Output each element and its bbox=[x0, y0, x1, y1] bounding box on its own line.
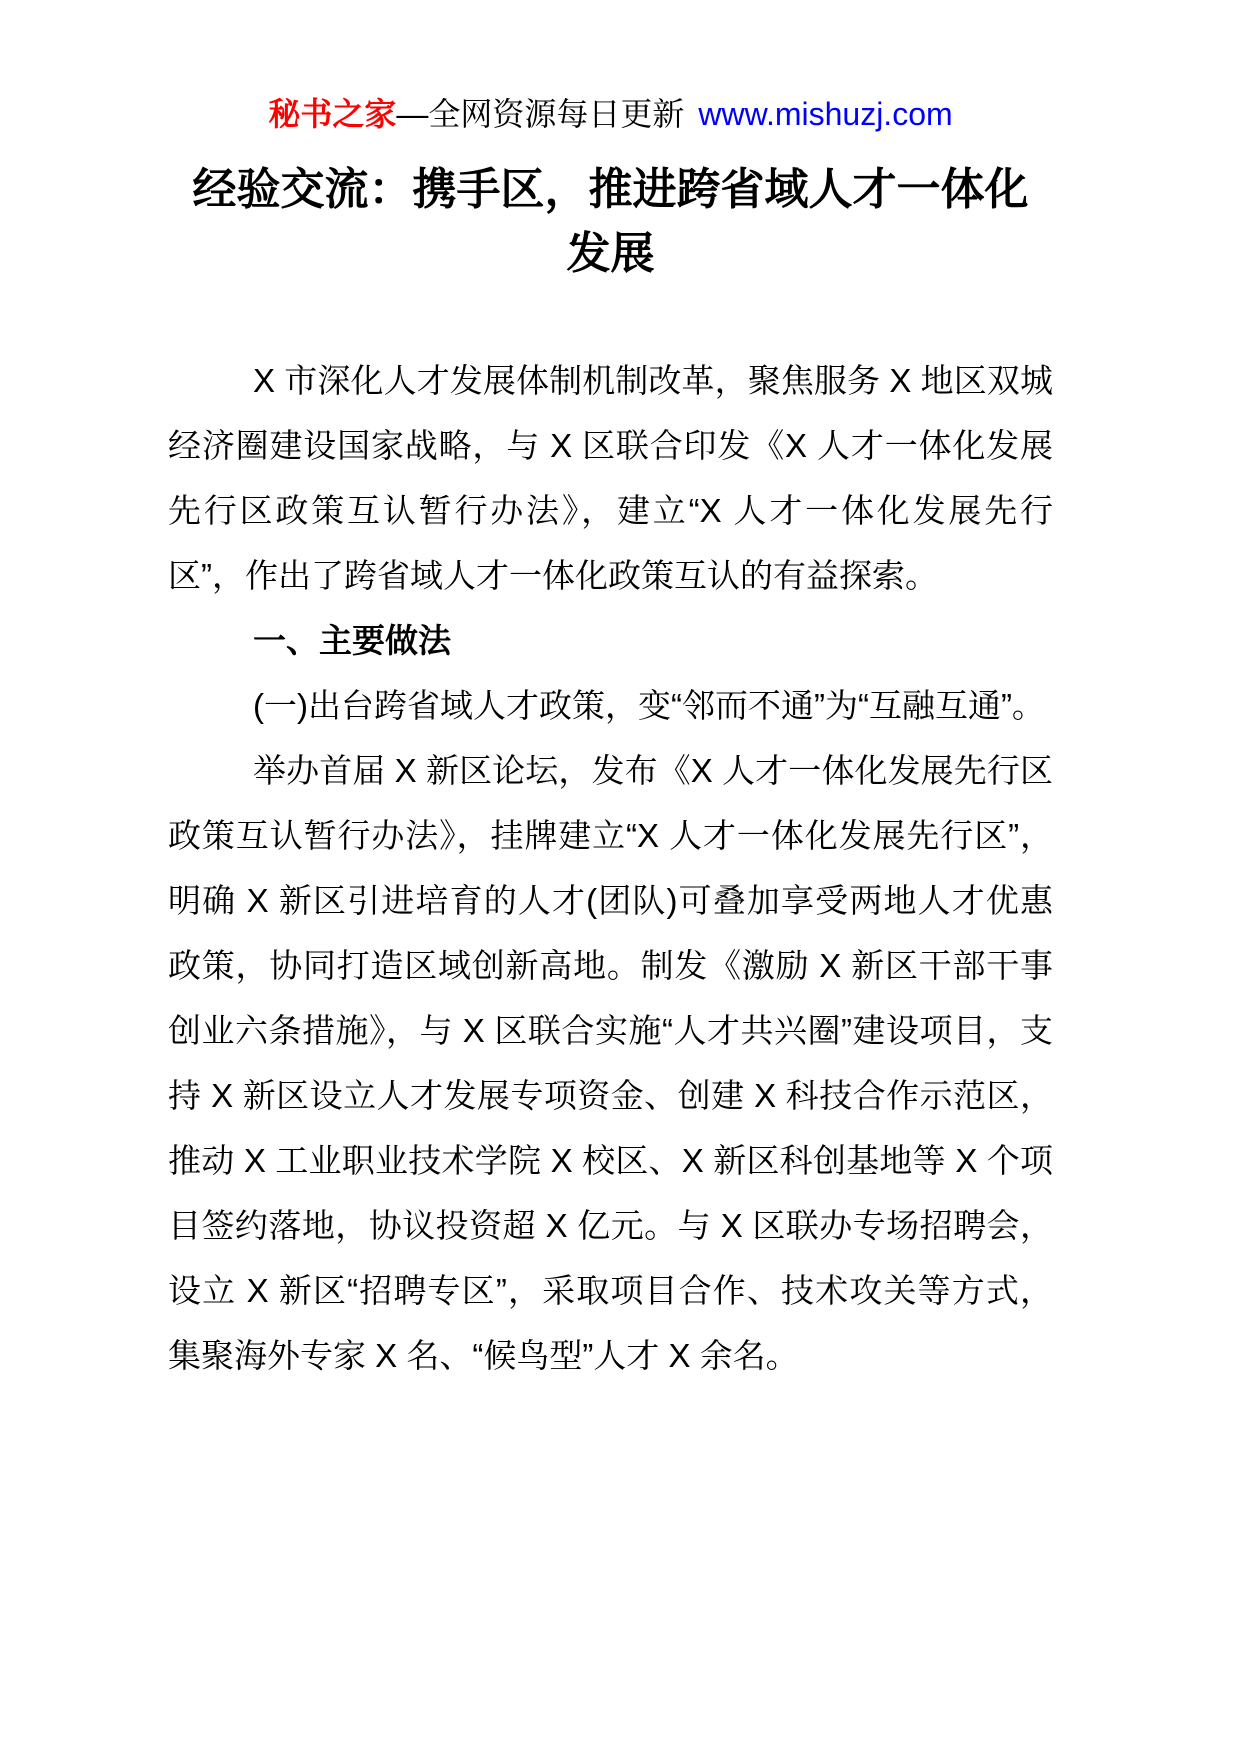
header-separator: — bbox=[396, 96, 429, 132]
subsection-heading-policy: (一)出台跨省域人才政策，变“邻而不通”为“互融互通”。 bbox=[253, 687, 1045, 724]
header-tagline: 全网资源每日更新 bbox=[428, 96, 685, 132]
site-url-link[interactable]: www.mishuzj.com bbox=[698, 96, 953, 132]
site-brand: 秘书之家 bbox=[268, 96, 397, 132]
document-content bbox=[168, 94, 1053, 1388]
page-header bbox=[168, 94, 1053, 134]
document-title: 经验交流：携手区，推进跨省域人才一体化发展 bbox=[192, 165, 1029, 278]
section-heading-main-practices: 一、主要做法 bbox=[253, 622, 451, 659]
paragraph-intro: X 市深化人才发展体制机制改革，聚焦服务 X 地区双城经济圈建设国家战略，与 X 区联合印发《X 人才一体化发展先行区政策互认暂行办法》，建立“X 人才一体化发展先行区”，作出了跨省域人才一体化政策互认的有益探索。 bbox=[168, 362, 1053, 594]
paragraph-measures: 举办首届 X 新区论坛，发布《X 人才一体化发展先行区政策互认暂行办法》，挂牌建立“X 人才一体化发展先行区”，明确 X 新区引进培育的人才(团队)可叠加享受两地人才优惠政策，协同打造区域创新高地。制发《激励 X 新区干部干事创业六条措施》，与 X 区联合实施“人才共兴圈”建设项目，支持 X 新区设立人才发展专项资金、创建 X 科技合作示范区，推动 X 工业职业技术学院 X 校区、X 新区科创基地等 X 个项目签约落地，协议投资超 X 亿元。与 X 区联办专场招聘会，设立 X 新区“招聘专区”，采取项目合作、技术攻关等方式，集聚海外专家 X 名、“候鸟型”人才 X 余名。 bbox=[168, 752, 1053, 1374]
